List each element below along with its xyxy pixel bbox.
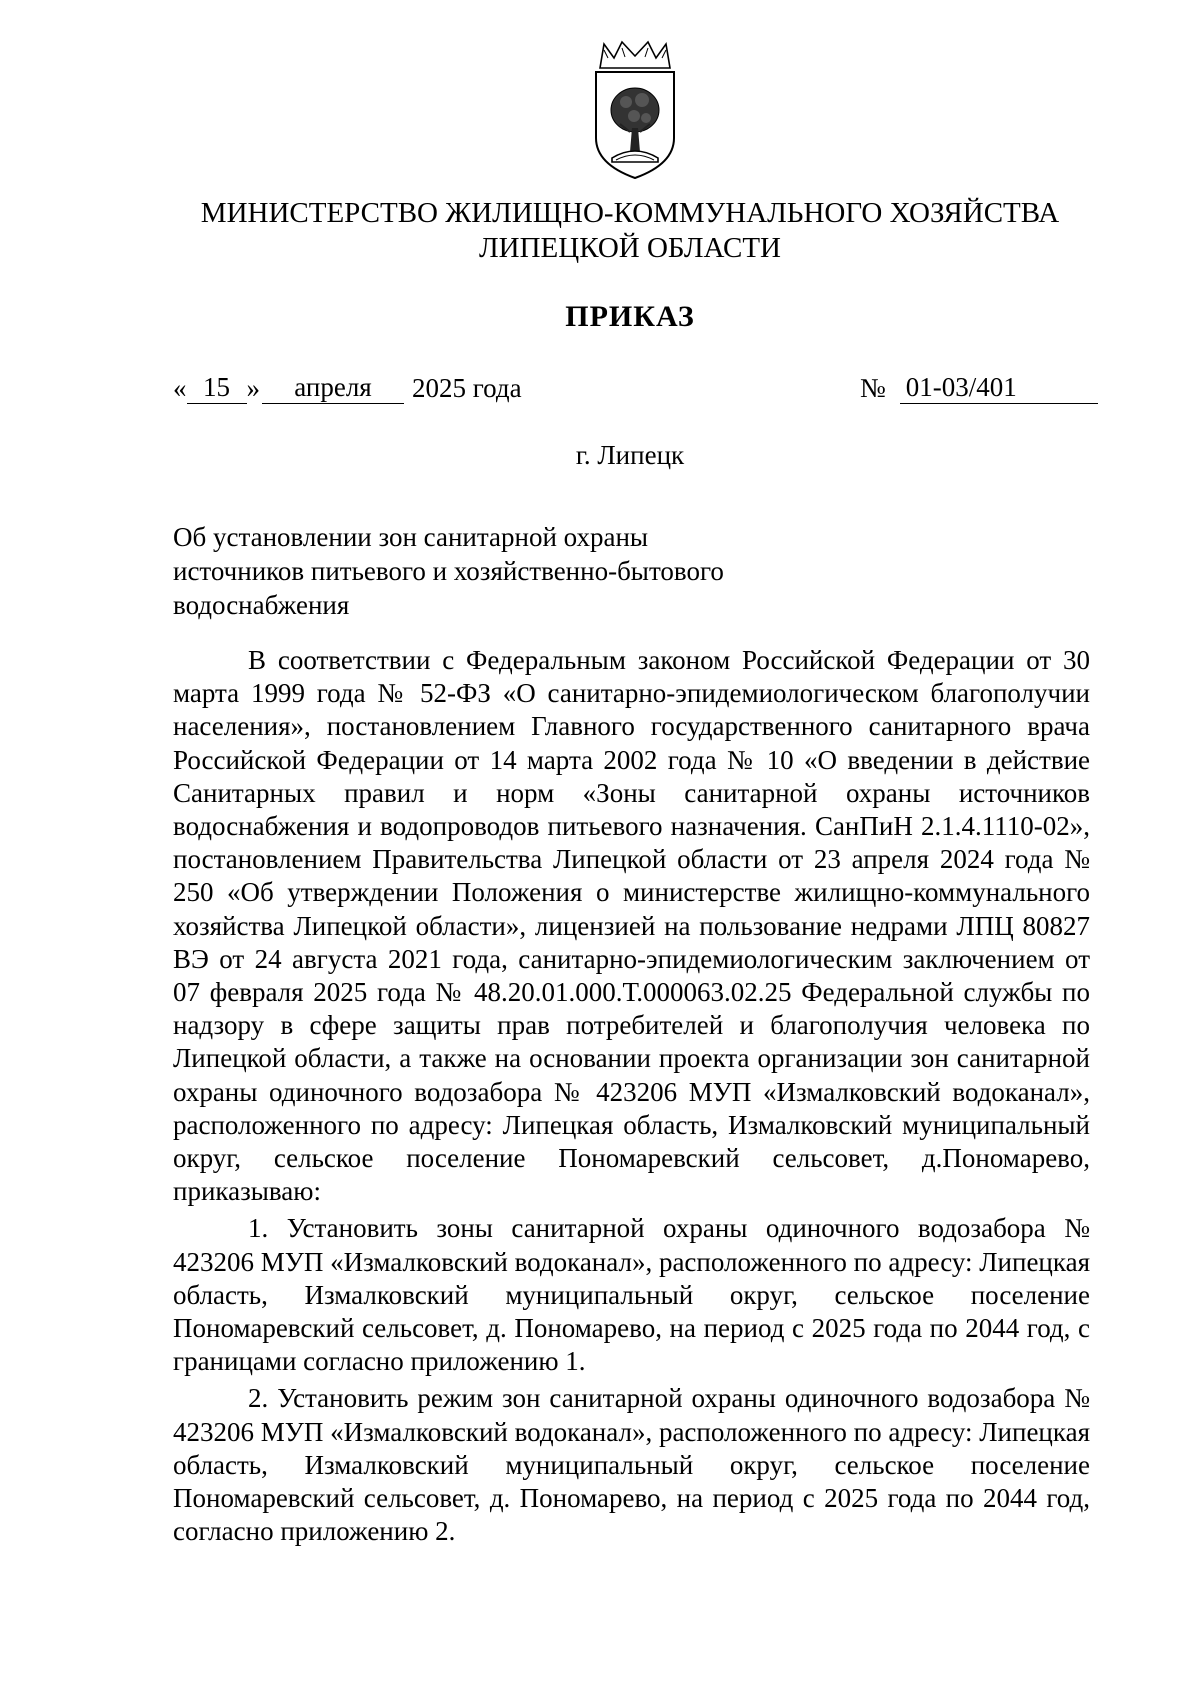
order-subject <box>173 520 773 622</box>
preamble-paragraph: В соответствии с Федеральным законом Российской Федерации от 30 марта 1999 года № 52-ФЗ «О санитарно-эпидемиологическом благополучии населения», постановлением Главного государственного санитарного врача Российской Федерации от 14 марта 2002 года № 10 «О введении в действие Санитарных правил и норм «Зоны санитарной охраны источников водоснабжения и водопроводов питьевого назначения. СанПиН 2.1.4.1110-02», постановлением Правительства Липецкой области от 23 апреля 2024 года № 250 «Об утверждении Положения о министерстве жилищно-коммунального хозяйства Липецкой области», лицензией на пользование недрами ЛПЦ 80827 ВЭ от 24 августа 2021 года, санитарно-эпидемиологическим заключением от 07 февраля 2025 года № 48.20.01.000.Т.000063.02.25 Федеральной службы по надзору в сфере защиты прав потребителей и благополучия человека по Липецкой области, а также на основании проекта организации зон санитарной охраны одиночного водозабора № 423206 МУП «Измалковский водоканал», расположенного по адресу: Липецкая область, Измалковский муниципальный округ, сельское поселение Пономаревский сельсовет, д.Пономарево, приказываю: <box>173 645 1090 1207</box>
date-month: апреля <box>262 371 404 404</box>
date-open-quote: « <box>173 373 187 403</box>
subject-line-3: водоснабжения <box>173 590 350 620</box>
ministry-line-1: МИНИСТЕРСТВО ЖИЛИЩНО-КОММУНАЛЬНОГО ХОЗЯЙСТВА <box>200 197 1060 229</box>
order-body <box>173 644 1090 1548</box>
date-close-quote: » <box>246 373 260 403</box>
order-item-2: 2. Установить режим зон санитарной охраны одиночного водозабора № 423206 МУП «Измалковский водоканал», расположенного по адресу: Липецкая область, Измалковский муниципальный округ, сельское поселение Пономаревский сельсовет, д. Пономарево, на период с 2025 года по 2044 год, согласно приложению 2. <box>173 1383 1090 1547</box>
order-item-1: 1. Установить зоны санитарной охраны одиночного водозабора № 423206 МУП «Измалковский водоканал», расположенного по адресу: Липецкая область, Измалковский муниципальный округ, сельское поселение Пономаревский сельсовет, д. Пономарево, на период с 2025 года по 2044 год, с границами согласно приложению 1. <box>173 1213 1090 1377</box>
date-year: 2025 года <box>412 373 522 403</box>
number-value: 01-03/401 <box>900 371 1098 404</box>
subject-line-1: Об установлении зон санитарной охраны <box>173 522 649 552</box>
subject-line-2: источников питьевого и хозяйственно-бытового <box>173 556 724 586</box>
date-day: 15 <box>187 371 247 404</box>
ministry-name <box>0 196 1200 266</box>
ministry-line-2: ЛИПЕЦКОЙ ОБЛАСТИ <box>478 232 781 264</box>
coat-of-arms-icon <box>590 40 680 182</box>
number-sign: № <box>860 373 886 403</box>
order-date <box>173 364 522 404</box>
city: г. Липецк <box>575 440 685 470</box>
document-type: ПРИКАЗ <box>565 300 695 333</box>
order-number <box>860 364 1098 404</box>
